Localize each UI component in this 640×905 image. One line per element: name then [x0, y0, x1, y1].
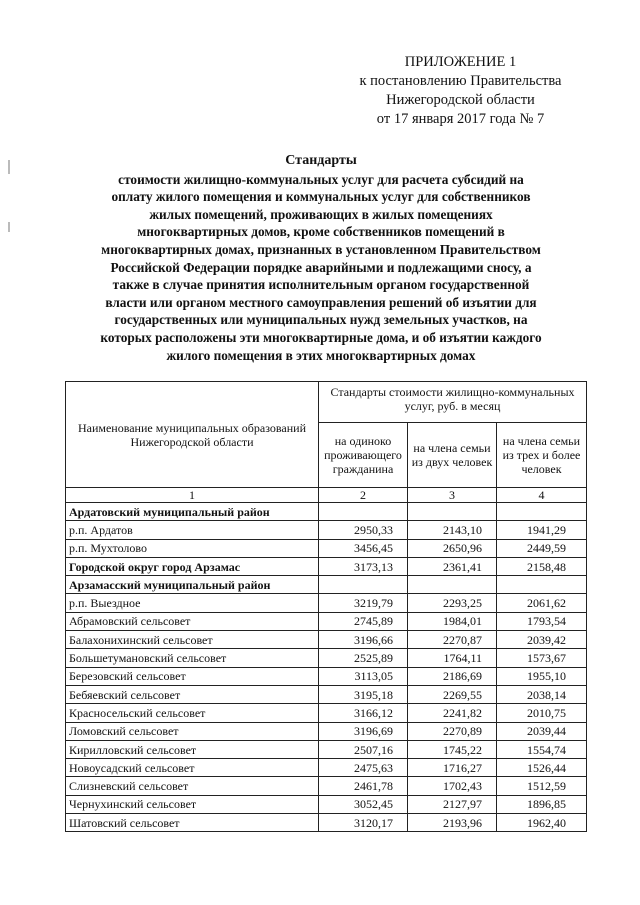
cost-two-persons: 2193,96 — [408, 814, 497, 832]
cost-three-plus: 2039,44 — [497, 722, 587, 740]
municipality-name: Красносельский сельсовет — [66, 704, 319, 722]
municipality-name: Кирилловский сельсовет — [66, 740, 319, 758]
cost-single: 3195,18 — [319, 685, 408, 703]
table-row — [66, 631, 587, 649]
table-row — [66, 649, 587, 667]
table-row — [66, 521, 587, 539]
cost-three-plus: 2061,62 — [497, 594, 587, 612]
appendix-header — [338, 53, 583, 129]
cost-single: 3120,17 — [319, 814, 408, 832]
cost-three-plus — [497, 503, 587, 521]
cost-two-persons: 2241,82 — [408, 704, 497, 722]
cost-single: 2525,89 — [319, 649, 408, 667]
column-number: 3 — [408, 488, 497, 503]
cost-three-plus: 1941,29 — [497, 521, 587, 539]
title-line: многоквартирных домах, признанных в установленном Правительством — [101, 241, 541, 257]
cost-three-plus: 2039,42 — [497, 631, 587, 649]
municipality-name: Арзамасский муниципальный район — [66, 576, 319, 594]
municipality-name: Ломовский сельсовет — [66, 722, 319, 740]
cost-two-persons: 2270,87 — [408, 631, 497, 649]
scan-edge-mark — [8, 160, 10, 174]
municipality-name: Чернухинский сельсовет — [66, 795, 319, 813]
cost-three-plus: 1955,10 — [497, 667, 587, 685]
table-row — [66, 740, 587, 758]
header-standards: Стандарты стоимости жилищно-коммунальных услуг, руб. в месяц — [319, 382, 587, 423]
header-two-persons: на члена семьи из двух человек — [408, 423, 497, 488]
header-three-plus: на члена семьи из трех и более человек — [497, 423, 587, 488]
cost-three-plus: 1896,85 — [497, 795, 587, 813]
municipality-name: Слизневский сельсовет — [66, 777, 319, 795]
appendix-date: от 17 января 2017 года № 7 — [376, 111, 545, 127]
title-line: также в случае принятия исполнительным органом государственной — [112, 277, 530, 293]
cost-three-plus: 1573,67 — [497, 649, 587, 667]
municipality-name: Городской округ город Арзамас — [66, 557, 319, 575]
cost-two-persons: 1702,43 — [408, 777, 497, 795]
column-number: 2 — [319, 488, 408, 503]
cost-single — [319, 503, 408, 521]
table-row — [66, 704, 587, 722]
cost-two-persons: 2269,55 — [408, 685, 497, 703]
table-row — [66, 612, 587, 630]
header-municipality: Наименование муниципальных образований Нижегородской области — [66, 382, 319, 488]
cost-three-plus: 2449,59 — [497, 539, 587, 557]
title-line: Российской Федерации порядке аварийными и подлежащими сносу, а — [110, 259, 532, 275]
municipality-name: Шатовский сельсовет — [66, 814, 319, 832]
cost-two-persons: 1764,11 — [408, 649, 497, 667]
cost-single: 3166,12 — [319, 704, 408, 722]
cost-two-persons — [408, 503, 497, 521]
municipality-name: Большетумановский сельсовет — [66, 649, 319, 667]
scan-edge-mark — [8, 222, 10, 232]
standards-table — [65, 381, 587, 832]
cost-three-plus — [497, 576, 587, 594]
title-line: жилого помещения в этих многоквартирных домах — [166, 347, 476, 363]
cost-single: 3196,69 — [319, 722, 408, 740]
table-row — [66, 759, 587, 777]
cost-single — [319, 576, 408, 594]
cost-single: 2507,16 — [319, 740, 408, 758]
cost-three-plus: 1526,44 — [497, 759, 587, 777]
cost-single: 3219,79 — [319, 594, 408, 612]
column-numbers-row — [66, 488, 587, 503]
table-row — [66, 814, 587, 832]
title-text — [62, 171, 580, 365]
appendix-decree: к постановлению Правительства — [359, 73, 562, 89]
cost-two-persons: 2186,69 — [408, 667, 497, 685]
municipality-name: Бебяевский сельсовет — [66, 685, 319, 703]
cost-single: 2461,78 — [319, 777, 408, 795]
table-row — [66, 539, 587, 557]
municipality-name: р.п. Ардатов — [66, 521, 319, 539]
cost-three-plus: 2038,14 — [497, 685, 587, 703]
cost-two-persons: 1716,27 — [408, 759, 497, 777]
cost-two-persons — [408, 576, 497, 594]
title-line: оплату жилого помещения и коммунальных услуг для собственников — [111, 189, 531, 205]
table-section-row — [66, 576, 587, 594]
table-row — [66, 722, 587, 740]
municipality-name: Новоусадский сельсовет — [66, 759, 319, 777]
table-row — [66, 795, 587, 813]
appendix-region: Нижегородской области — [386, 92, 535, 108]
cost-single: 3456,45 — [319, 539, 408, 557]
municipality-name: р.п. Выездное — [66, 594, 319, 612]
title-line: государственных или муниципальных нужд земельных участков, на — [114, 312, 528, 328]
cost-two-persons: 2650,96 — [408, 539, 497, 557]
document-title — [62, 152, 580, 364]
title-line: власти или органом местного самоуправления решений об изъятии для — [105, 294, 537, 310]
cost-three-plus: 1962,40 — [497, 814, 587, 832]
title-line: которых расположены эти многоквартирные дома, и об изъятии каждого — [100, 329, 542, 345]
cost-two-persons: 2361,41 — [408, 557, 497, 575]
cost-two-persons: 1984,01 — [408, 612, 497, 630]
title-heading: Стандарты — [285, 153, 357, 168]
cost-two-persons: 2270,89 — [408, 722, 497, 740]
title-line: стоимости жилищно-коммунальных услуг для расчета субсидий на — [118, 171, 524, 187]
table-section-row — [66, 503, 587, 521]
column-number: 1 — [66, 488, 319, 503]
cost-single: 2950,33 — [319, 521, 408, 539]
cost-two-persons: 2143,10 — [408, 521, 497, 539]
table-row — [66, 685, 587, 703]
title-line: многоквартирных домов, кроме собственников помещений в — [137, 224, 505, 240]
municipality-name: Абрамовский сельсовет — [66, 612, 319, 630]
table-row — [66, 777, 587, 795]
cost-two-persons: 2127,97 — [408, 795, 497, 813]
cost-single: 3173,13 — [319, 557, 408, 575]
table-row — [66, 594, 587, 612]
title-line: жилых помещений, проживающих в жилых помещениях — [149, 206, 493, 222]
cost-single: 2745,89 — [319, 612, 408, 630]
cost-two-persons: 2293,25 — [408, 594, 497, 612]
municipality-name: Березовский сельсовет — [66, 667, 319, 685]
cost-single: 3052,45 — [319, 795, 408, 813]
cost-three-plus: 1512,59 — [497, 777, 587, 795]
cost-single: 3113,05 — [319, 667, 408, 685]
appendix-number: ПРИЛОЖЕНИЕ 1 — [404, 54, 517, 70]
cost-three-plus: 1793,54 — [497, 612, 587, 630]
cost-three-plus: 2010,75 — [497, 704, 587, 722]
municipality-name: Ардатовский муниципальный район — [66, 503, 319, 521]
table-row — [66, 667, 587, 685]
cost-single: 2475,63 — [319, 759, 408, 777]
column-number: 4 — [497, 488, 587, 503]
cost-two-persons: 1745,22 — [408, 740, 497, 758]
municipality-name: р.п. Мухтолово — [66, 539, 319, 557]
table-section-row — [66, 557, 587, 575]
cost-single: 3196,66 — [319, 631, 408, 649]
header-single: на одиноко проживающего гражданина — [319, 423, 408, 488]
cost-three-plus: 1554,74 — [497, 740, 587, 758]
municipality-name: Балахонихинский сельсовет — [66, 631, 319, 649]
cost-three-plus: 2158,48 — [497, 557, 587, 575]
